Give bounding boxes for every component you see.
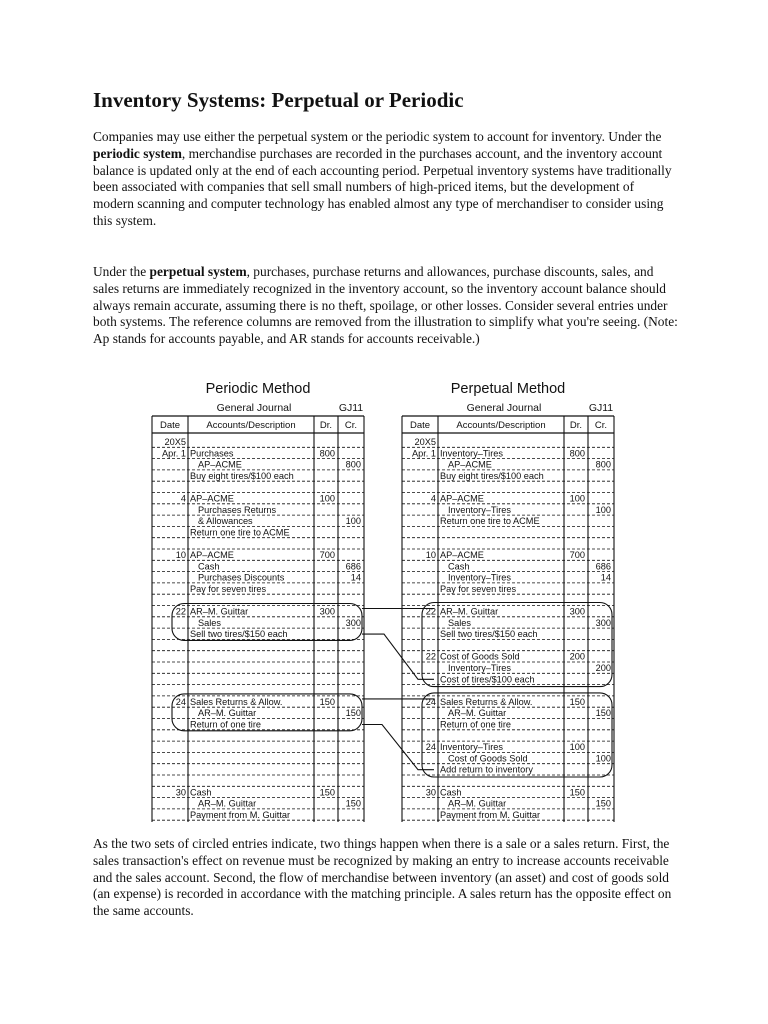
entry-date: 22	[175, 606, 186, 617]
credit-amount: 686	[595, 561, 611, 572]
entry-description: & Allowances	[198, 516, 253, 527]
entry-description: Cash	[190, 787, 212, 798]
entry-description: Return one tire to ACME	[190, 527, 290, 538]
column-header: Cr.	[594, 420, 608, 431]
entry-description: AP–ACME	[448, 459, 492, 470]
paragraph-circled-entries	[93, 836, 678, 920]
debit-amount: 100	[319, 493, 335, 504]
column-header: Cr.	[344, 420, 358, 431]
entry-description: Cash	[198, 561, 220, 572]
entry-description: Sell two tires/$150 each	[440, 629, 538, 640]
text-run: As the two sets of circled entries indicate, two things happen when there is a sale or a sales return. First, the sales transaction's effect on revenue must be recognized by making an entry to increase accounts receivable and the sales account. Second, the flow of merchandise between inventory (an asset) and cost of goods sold (an expense) is recorded in accordance with the matching principle. A sales return has the opposite effect on the same accounts.	[93, 836, 672, 919]
credit-amount: 150	[595, 708, 611, 719]
entry-description: AP–ACME	[190, 493, 234, 504]
credit-amount: 686	[345, 561, 361, 572]
entry-date: 22	[425, 606, 436, 617]
entry-description: Add return to inventory	[440, 764, 533, 775]
journal-ref: GJ11	[588, 402, 614, 414]
connector-return-bottom	[362, 725, 434, 770]
entry-description: Purchases	[190, 448, 234, 459]
entry-description: AR–M. Guittar	[448, 708, 507, 719]
entry-description: AR–M. Guittar	[198, 798, 257, 809]
entry-description: Payment from M. Guittar	[440, 809, 541, 820]
entry-description: Inventory–Tires	[448, 663, 511, 673]
journal-name: General Journal	[216, 402, 292, 414]
debit-amount: 200	[569, 651, 585, 662]
debit-amount: 150	[569, 696, 585, 707]
entry-description: Cost of tires/$100 each	[440, 674, 535, 685]
entry-description: Cash	[448, 561, 470, 572]
entry-description: Cost of Goods Sold	[448, 753, 528, 764]
entry-date: 20X5	[164, 437, 186, 447]
debit-amount: 700	[569, 550, 585, 560]
paragraph-perpetual-system	[93, 264, 678, 348]
entry-description: AP–ACME	[440, 550, 484, 560]
entry-description: Sales Returns & Allow.	[190, 696, 283, 707]
credit-amount: 14	[350, 572, 361, 583]
entry-description: AP–ACME	[440, 493, 484, 504]
entry-description: Purchases Returns	[198, 504, 277, 515]
credit-amount: 200	[595, 663, 611, 673]
debit-amount: 700	[319, 550, 335, 560]
bold-term: periodic system	[93, 145, 182, 161]
entry-description: Buy eight tires/$100 each	[440, 470, 544, 481]
connector-sale-bottom	[362, 634, 434, 679]
column-header: Date	[409, 420, 431, 431]
credit-amount: 100	[345, 516, 361, 527]
entry-description: Inventory–Tires	[440, 742, 503, 753]
column-header: Date	[159, 420, 181, 431]
entry-description: Inventory–Tires	[440, 448, 503, 459]
entry-description: AR–M. Guittar	[198, 708, 257, 719]
entry-description: Inventory–Tires	[448, 504, 511, 515]
entry-description: Return of one tire	[190, 719, 261, 730]
text-run: , purchases, purchase returns and allowances, purchase discounts, sales, and sales returns are immediately recognized in the inventory account, so the inventory account balance should always remain accurate, assuming there is no theft, spoilage, or other losses. Consider several entries under both systems. The reference columns are removed from the illustration to simplify what you're seeing. (Note: Ap stands for accounts payable, and AR stands for accounts receivable.)	[93, 264, 678, 347]
entry-description: Inventory–Tires	[448, 572, 511, 583]
entry-date: 10	[425, 550, 436, 560]
text-run: Under the	[93, 264, 150, 279]
column-header: Dr.	[319, 420, 333, 431]
entry-date: Apr. 1	[411, 448, 436, 459]
debit-amount: 300	[569, 606, 585, 617]
credit-amount: 150	[595, 798, 611, 809]
entry-description: AR–M. Guittar	[190, 606, 249, 617]
document-title: Inventory Systems: Perpetual or Periodic	[93, 88, 464, 112]
entry-description: Sales	[448, 617, 471, 628]
text-run: Companies may use either the perpetual system or the periodic system to account for inventory. Under the	[93, 129, 662, 144]
entry-date: 24	[425, 696, 436, 707]
entry-description: Sales	[198, 617, 221, 628]
entry-description: AR–M. Guittar	[448, 798, 507, 809]
periodic-journal	[152, 381, 364, 822]
entry-date: 20X5	[414, 437, 436, 447]
entry-description: Purchases Discounts	[198, 572, 285, 583]
credit-amount: 150	[345, 798, 361, 809]
debit-amount: 150	[569, 787, 585, 798]
column-header: Accounts/Description	[456, 420, 546, 431]
entry-description: Sell two tires/$150 each	[190, 629, 288, 640]
entry-description: Sales Returns & Allow.	[440, 696, 533, 707]
entry-date: 30	[175, 787, 186, 798]
credit-amount: 300	[345, 617, 361, 628]
entry-date: 4	[180, 493, 186, 504]
entry-description: Pay for seven tires	[440, 583, 517, 594]
entry-description: Payment from M. Guittar	[190, 809, 291, 820]
credit-amount: 100	[595, 753, 611, 764]
debit-amount: 300	[319, 606, 335, 617]
column-header: Accounts/Description	[206, 420, 296, 431]
debit-amount: 100	[569, 742, 585, 753]
debit-amount: 150	[319, 696, 335, 707]
entry-description: AR–M. Guittar	[440, 606, 499, 617]
bold-term: perpetual system	[149, 264, 247, 279]
entry-date: 10	[175, 550, 186, 560]
entry-date: 30	[425, 787, 436, 798]
text-run: , merchandise purchases are recorded in the purchases account, and the inventory account balance is updated only at the end of each accounting period. Perpetual inventory systems have traditionally been associated with companies that sell small numbers of high-priced items, but the development of modern scanning and computer technology has enabled almost any type of merchandiser to consider using this system.	[93, 145, 672, 228]
entry-description: Cash	[440, 787, 462, 798]
credit-amount: 14	[600, 572, 611, 583]
entry-date: Apr. 1	[161, 448, 186, 459]
credit-amount: 150	[345, 708, 361, 719]
debit-amount: 150	[319, 787, 335, 798]
debit-amount: 100	[569, 493, 585, 504]
entry-description: AP–ACME	[190, 550, 234, 560]
credit-amount: 800	[345, 459, 361, 470]
entry-date: 24	[425, 742, 436, 753]
credit-amount: 300	[595, 617, 611, 628]
entry-date: 4	[430, 493, 436, 504]
method-title: Periodic Method	[205, 381, 311, 397]
paragraph-periodic-system	[93, 129, 678, 230]
column-header: Dr.	[569, 420, 583, 431]
journal-comparison-figure	[150, 378, 616, 822]
perpetual-journal	[402, 381, 614, 822]
entry-description: Pay for seven tires	[190, 583, 267, 594]
entry-description: AP–ACME	[198, 459, 242, 470]
entry-description: Return one tire to ACME	[440, 516, 540, 527]
entry-date: 22	[425, 651, 436, 662]
entry-date: 24	[175, 696, 186, 707]
method-title: Perpetual Method	[450, 381, 566, 397]
credit-amount: 800	[595, 459, 611, 470]
credit-amount: 100	[595, 504, 611, 515]
entry-description: Cost of Goods Sold	[440, 651, 520, 662]
debit-amount: 800	[569, 448, 585, 459]
journal-ref: GJ11	[338, 402, 364, 414]
debit-amount: 800	[319, 448, 335, 459]
entry-description: Return of one tire	[440, 719, 511, 730]
journal-name: General Journal	[466, 402, 542, 414]
entry-description: Buy eight tires/$100 each	[190, 470, 294, 481]
